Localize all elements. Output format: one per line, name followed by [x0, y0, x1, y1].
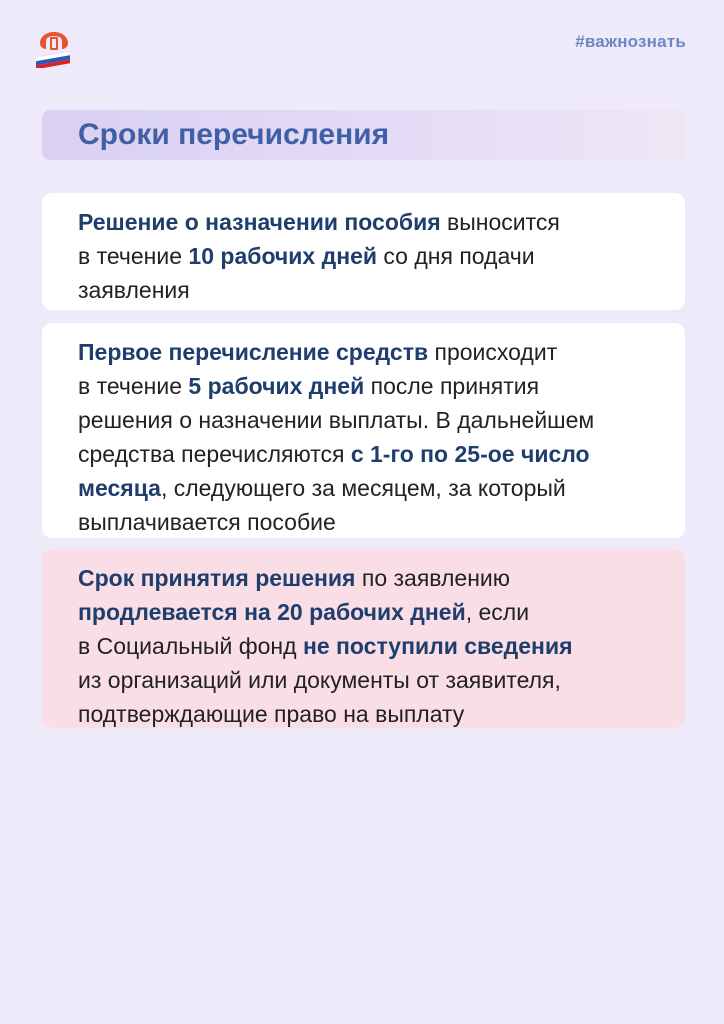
body-text: заявления	[78, 277, 190, 303]
emphasis-text: Первое перечисление средств	[78, 339, 429, 365]
body-text: средства перечисляются	[78, 441, 351, 467]
emphasis-text: Срок принятия решения	[78, 565, 356, 591]
title-banner	[42, 110, 685, 160]
emphasis-text: не поступили сведения	[302, 633, 573, 659]
body-text: в течение	[78, 373, 189, 399]
emphasis-text: с 1-го по 25-ое число	[350, 441, 590, 467]
body-text: , если	[465, 599, 530, 625]
body-text: в течение	[78, 243, 189, 269]
body-text: по заявлению	[355, 565, 511, 591]
body-text: из организаций или документы от заявителя,	[78, 667, 561, 693]
page-title: Сроки перечисления	[78, 118, 390, 151]
body-text: происходит	[428, 339, 558, 365]
body-text: выплачивается пособие	[78, 509, 336, 535]
body-text: после принятия	[364, 373, 540, 399]
emphasis-text: Решение о назначении пособия	[78, 209, 441, 235]
info-card-extension	[42, 549, 685, 728]
body-text: в Социальный фонд	[78, 633, 303, 659]
hashtag-label: #важнознать	[575, 32, 686, 51]
body-text: решения о назначении выплаты. В дальнейшем	[78, 407, 595, 433]
body-text: выносится	[440, 209, 560, 235]
sfr-logo-icon	[32, 28, 76, 68]
emphasis-text: продлевается на 20 рабочих дней	[78, 599, 466, 625]
body-text: со дня подачи	[377, 243, 535, 269]
body-text: подтверждающие право на выплату	[78, 701, 465, 727]
body-text: , следующего за месяцем, за который	[160, 475, 566, 501]
emphasis-text: 5 рабочих дней	[188, 373, 365, 399]
emphasis-text: 10 рабочих дней	[188, 243, 378, 269]
info-card-first-transfer	[42, 323, 685, 538]
emphasis-text: месяца	[78, 475, 161, 501]
info-card-decision	[42, 193, 685, 310]
